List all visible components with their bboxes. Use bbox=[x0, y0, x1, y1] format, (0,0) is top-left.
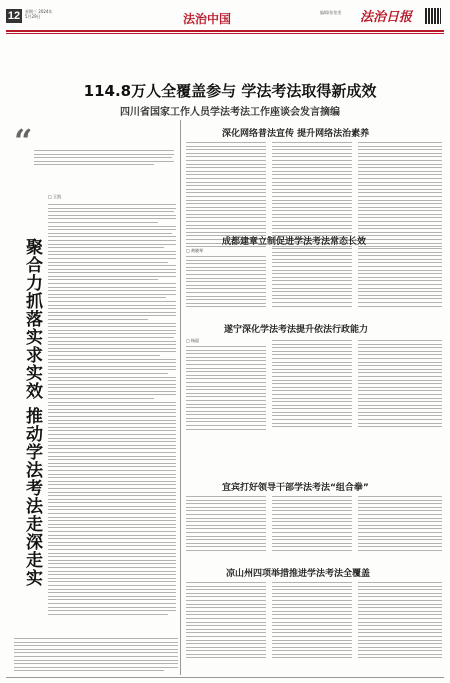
editor-credit: 编辑/张怡雯 bbox=[320, 10, 342, 15]
section-3-col-a bbox=[186, 346, 266, 432]
masthead-rule-thin bbox=[6, 33, 444, 34]
section-2-col-c bbox=[358, 248, 442, 309]
newspaper-logo: 法治日报 bbox=[360, 10, 413, 25]
left-bottom-text bbox=[14, 638, 178, 674]
section-5-col-c bbox=[358, 582, 442, 661]
bottom-rule bbox=[6, 677, 444, 678]
left-column-text bbox=[48, 204, 176, 617]
section-heading-4: 宜宾打好领导干部学法考法“组合拳” bbox=[222, 483, 369, 493]
section-4-col-b bbox=[272, 496, 352, 554]
section-3-col-b bbox=[272, 340, 352, 430]
section-title: 法治中国 bbox=[183, 12, 232, 26]
section-heading-2: 成都建章立制促进学法考法常态长效 bbox=[222, 237, 367, 247]
quote-mark-icon: “ bbox=[14, 122, 33, 160]
section-2-col-b bbox=[272, 248, 352, 309]
masthead-rule bbox=[6, 30, 444, 32]
issue-date: 星期三 2024年5月29日 bbox=[25, 9, 53, 19]
section-4-col-c bbox=[358, 496, 442, 554]
intro-text-block bbox=[34, 150, 174, 190]
byline-3: □ 杨晨 bbox=[186, 338, 200, 343]
byline-2: □ 黄晓琴 bbox=[186, 248, 204, 253]
section-5-col-a bbox=[186, 582, 266, 661]
section-heading-1: 深化网络普法宣传 提升网络法治素养 bbox=[222, 129, 370, 139]
left-vertical-title: 聚合力抓落实求实效 推动学法考法走深走实 bbox=[22, 238, 42, 587]
section-1-col-c bbox=[358, 142, 442, 250]
section-5-col-b bbox=[272, 582, 352, 661]
qr-code-icon bbox=[425, 8, 441, 24]
page-number: 12 bbox=[7, 10, 21, 22]
column-divider bbox=[180, 120, 181, 675]
section-heading-5: 凉山州四项举措推进学法考法全覆盖 bbox=[226, 569, 371, 579]
main-headline: 114.8万人全覆盖参与 学法考法取得新成效 bbox=[83, 82, 377, 100]
section-heading-3: 遂宁深化学法考法提升依法行政能力 bbox=[224, 325, 369, 335]
section-4-col-a bbox=[186, 496, 266, 554]
section-2-col-a bbox=[186, 256, 266, 310]
section-3-col-c bbox=[358, 340, 442, 430]
main-subhead: 四川省国家工作人员学法考法工作座谈会发言摘编 bbox=[120, 107, 340, 118]
byline-1: □ 王凯 bbox=[48, 194, 62, 199]
